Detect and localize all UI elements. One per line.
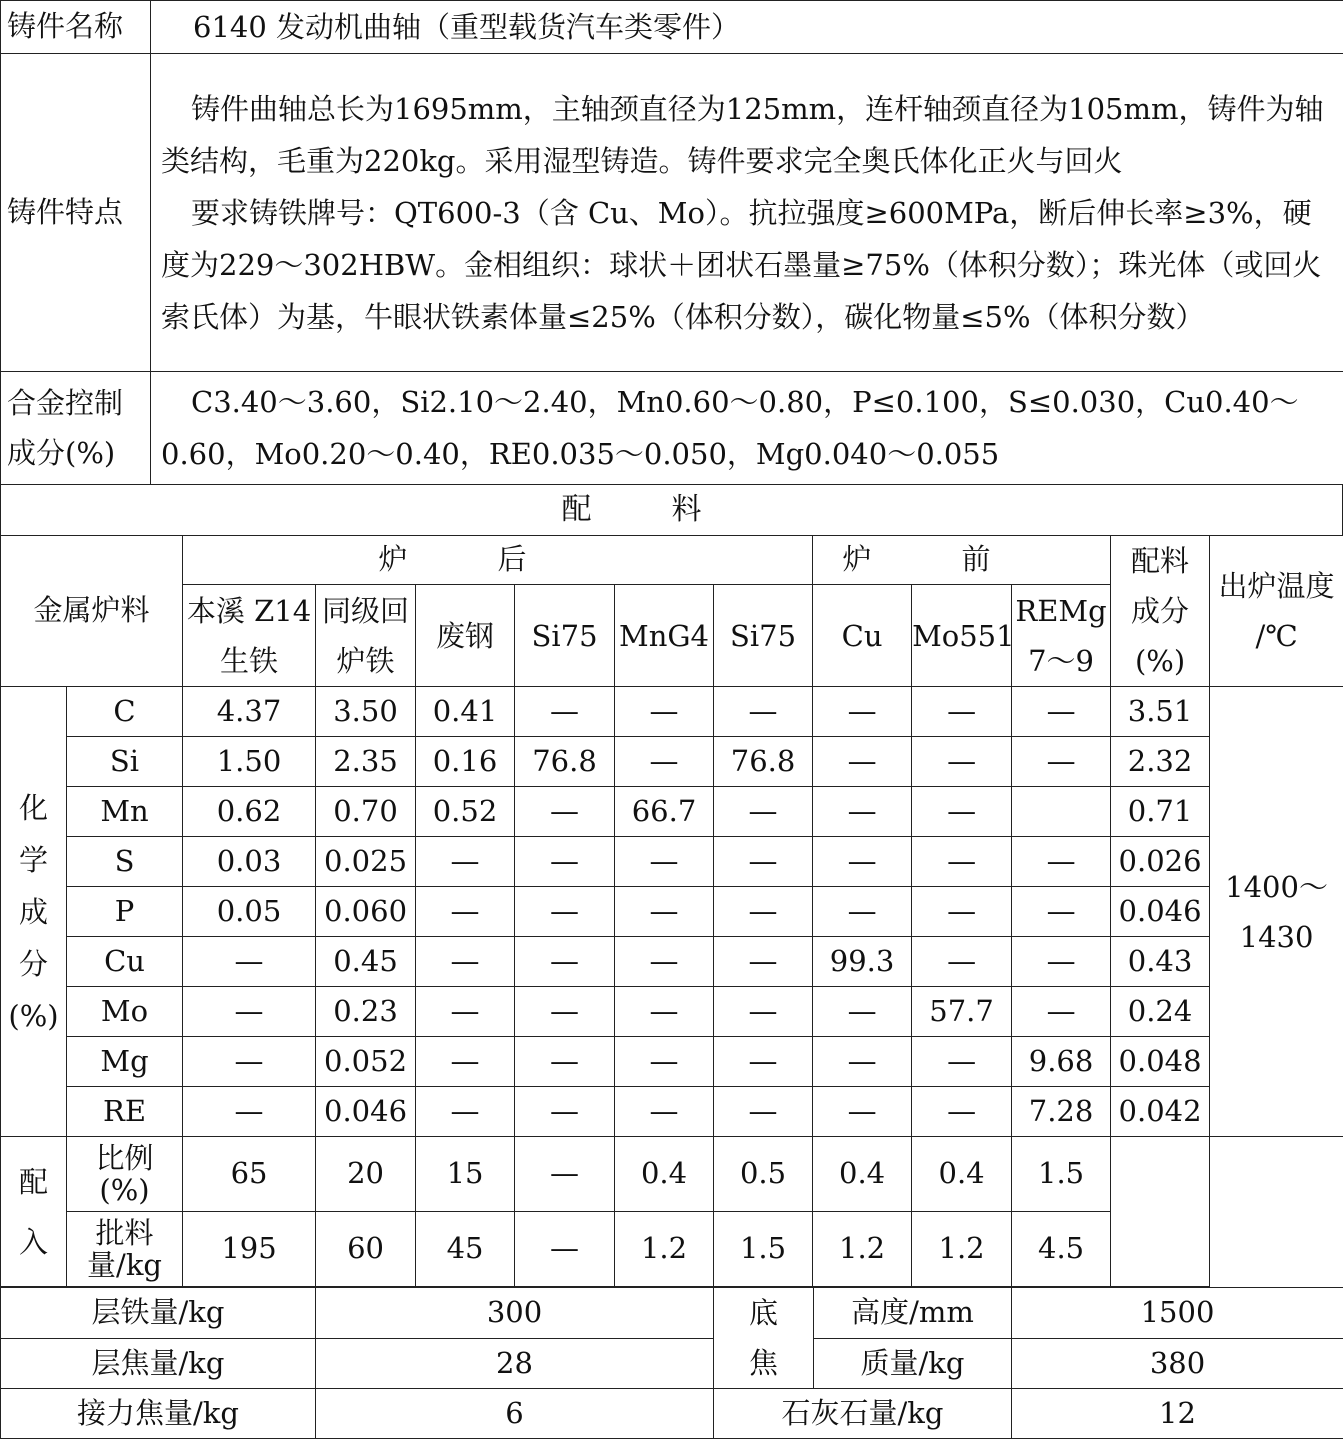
bed-height-value: 1500 <box>1012 1288 1343 1339</box>
composition-cell: — <box>1012 987 1111 1037</box>
cupola-params-table <box>0 1287 1343 1439</box>
composition-cell: — <box>912 837 1012 887</box>
mix-table <box>0 535 1343 1287</box>
composition-cell: 7.28 <box>1012 1087 1111 1137</box>
layer-coke-label: 层焦量/kg <box>1 1338 316 1389</box>
bed-height-label: 高度/mm <box>814 1288 1012 1339</box>
composition-cell: — <box>714 687 813 737</box>
element-label: C <box>67 687 183 737</box>
batch-cell: 1.2 <box>615 1212 714 1287</box>
ratio-cell: 0.4 <box>813 1137 912 1212</box>
feature-paragraph-1: 铸件曲轴总长为1695mm，主轴颈直径为125mm，连杆轴颈直径为105mm，铸件为轴类结构，毛重为220kg。采用湿型铸造。铸件要求完全奥氏体化正火与回火 <box>161 83 1331 187</box>
composition-cell: 3.50 <box>316 687 416 737</box>
composition-cell: — <box>714 987 813 1037</box>
ratio-cell: 15 <box>416 1137 515 1212</box>
composition-cell: — <box>1012 887 1111 937</box>
mix-composition-cell: 0.046 <box>1111 887 1210 937</box>
mix-composition-cell: 2.32 <box>1111 737 1210 787</box>
composition-cell: 76.8 <box>714 737 813 787</box>
composition-cell: — <box>912 787 1012 837</box>
composition-cell: — <box>416 887 515 937</box>
composition-cell: — <box>912 1087 1012 1137</box>
mix-composition-cell: 0.71 <box>1111 787 1210 837</box>
composition-cell: — <box>515 787 615 837</box>
composition-cell: — <box>515 887 615 937</box>
composition-cell: 0.052 <box>316 1037 416 1087</box>
composition-cell: — <box>1012 687 1111 737</box>
composition-cell: 0.046 <box>316 1087 416 1137</box>
composition-cell: 0.060 <box>316 887 416 937</box>
composition-cell: — <box>714 1087 813 1137</box>
before-furnace-header: 炉前 <box>813 536 1111 585</box>
bed-mass-label: 质量/kg <box>814 1338 1012 1389</box>
mix-composition-cell: 0.042 <box>1111 1087 1210 1137</box>
element-label: Si <box>67 737 183 787</box>
composition-cell: — <box>714 937 813 987</box>
tap-temperature-value: 1400～ 1430 <box>1210 687 1343 1137</box>
layer-iron-label: 层铁量/kg <box>1 1288 316 1339</box>
composition-cell: 0.16 <box>416 737 515 787</box>
ratio-cell: — <box>515 1137 615 1212</box>
tap-temperature-header: 出炉温度 /℃ <box>1210 536 1343 687</box>
composition-cell: — <box>912 1037 1012 1087</box>
composition-cell: — <box>615 1087 714 1137</box>
composition-cell: — <box>183 1087 316 1137</box>
composition-cell: — <box>1012 937 1111 987</box>
composition-cell: — <box>813 787 912 837</box>
composition-cell: 0.70 <box>316 787 416 837</box>
composition-cell: — <box>1012 837 1111 887</box>
composition-cell: — <box>912 737 1012 787</box>
relay-coke-value: 6 <box>316 1389 714 1439</box>
empty-cell <box>1111 1137 1210 1287</box>
limestone-value: 12 <box>1012 1389 1343 1439</box>
composition-cell: 0.025 <box>316 837 416 887</box>
composition-cell: — <box>813 1087 912 1137</box>
batch-cell: 4.5 <box>1012 1212 1111 1287</box>
element-label: Mn <box>67 787 183 837</box>
composition-cell: — <box>615 737 714 787</box>
composition-cell: — <box>515 837 615 887</box>
composition-cell: — <box>615 687 714 737</box>
material-header: Cu <box>813 585 912 687</box>
ratio-cell: 0.4 <box>912 1137 1012 1212</box>
material-header: 废钢 <box>416 585 515 687</box>
batch-cell: 45 <box>416 1212 515 1287</box>
element-label: S <box>67 837 183 887</box>
batch-cell: — <box>515 1212 615 1287</box>
relay-coke-label: 接力焦量/kg <box>1 1389 316 1439</box>
composition-cell: — <box>183 987 316 1037</box>
composition-cell: — <box>416 1087 515 1137</box>
material-header: Si75 <box>714 585 813 687</box>
material-header: MnG4 <box>615 585 714 687</box>
composition-cell: — <box>615 1037 714 1087</box>
composition-cell: — <box>416 837 515 887</box>
composition-cell: 4.37 <box>183 687 316 737</box>
ratio-cell: 20 <box>316 1137 416 1212</box>
composition-cell: — <box>183 937 316 987</box>
casting-name-value: 6140 发动机曲轴（重型载货汽车类零件） <box>151 1 1343 54</box>
mix-composition-cell: 0.026 <box>1111 837 1210 887</box>
mix-composition-cell: 0.43 <box>1111 937 1210 987</box>
element-label: Cu <box>67 937 183 987</box>
composition-cell: 9.68 <box>1012 1037 1111 1087</box>
material-header: Mo551 <box>912 585 1012 687</box>
ratio-cell: 0.4 <box>615 1137 714 1212</box>
batch-cell: 1.5 <box>714 1212 813 1287</box>
composition-cell: — <box>416 937 515 987</box>
composition-cell: 0.41 <box>416 687 515 737</box>
element-label: Mg <box>67 1037 183 1087</box>
mix-composition-cell: 3.51 <box>1111 687 1210 737</box>
composition-cell: — <box>615 837 714 887</box>
composition-cell: 0.03 <box>183 837 316 887</box>
feature-paragraph-2: 要求铸铁牌号：QT600-3（含 Cu、Mo）。抗拉强度≥600MPa，断后伸长率≥3%，硬度为229～302HBW。金相组织：球状＋团状石墨量≥75%（体积分数）；珠光体（或回火索氏体）为基，牛眼状铁素体量≤25%（体积分数），碳化物量≤5%（体积分数） <box>161 187 1331 343</box>
bed-coke-label: 底 焦 <box>714 1288 814 1389</box>
composition-cell: — <box>615 987 714 1037</box>
batch-cell: 1.2 <box>813 1212 912 1287</box>
element-label: RE <box>67 1087 183 1137</box>
ratio-cell: 65 <box>183 1137 316 1212</box>
material-header: REMg 7～9 <box>1012 585 1111 687</box>
composition-cell: — <box>515 1087 615 1137</box>
composition-cell: — <box>183 1037 316 1087</box>
composition-cell: 1.50 <box>183 737 316 787</box>
composition-cell: 0.62 <box>183 787 316 837</box>
composition-cell <box>1012 787 1111 837</box>
after-furnace-header: 炉后 <box>183 536 813 585</box>
element-label: Mo <box>67 987 183 1037</box>
casting-feature-label: 铸件特点 <box>1 54 151 372</box>
composition-cell: — <box>416 1037 515 1087</box>
composition-cell: — <box>813 687 912 737</box>
composition-cell: — <box>813 837 912 887</box>
layer-iron-value: 300 <box>316 1288 714 1339</box>
element-label: P <box>67 887 183 937</box>
ratio-label: 比例 (%) <box>67 1137 183 1212</box>
composition-cell: — <box>714 787 813 837</box>
chem-composition-label: 化 学 成 分 (%) <box>1 687 67 1137</box>
composition-cell: — <box>912 887 1012 937</box>
ratio-cell: 0.5 <box>714 1137 813 1212</box>
casting-name-label: 铸件名称 <box>1 1 151 54</box>
mix-composition-header: 配料 成分 (%) <box>1111 536 1210 687</box>
composition-cell: — <box>813 1037 912 1087</box>
composition-cell: — <box>813 987 912 1037</box>
ratio-cell: 1.5 <box>1012 1137 1111 1212</box>
composition-cell: — <box>615 937 714 987</box>
composition-cell: 0.45 <box>316 937 416 987</box>
composition-cell: — <box>912 687 1012 737</box>
batch-cell: 1.2 <box>912 1212 1012 1287</box>
composition-cell: 76.8 <box>515 737 615 787</box>
composition-cell: — <box>714 837 813 887</box>
material-header: 同级回 炉铁 <box>316 585 416 687</box>
batch-cell: 195 <box>183 1212 316 1287</box>
composition-cell: — <box>813 887 912 937</box>
composition-cell: — <box>615 887 714 937</box>
composition-cell: — <box>515 1037 615 1087</box>
limestone-label: 石灰石量/kg <box>714 1389 1012 1439</box>
casting-info-table <box>0 0 1343 485</box>
composition-cell: 99.3 <box>813 937 912 987</box>
composition-cell: — <box>1012 737 1111 787</box>
composition-cell: 57.7 <box>912 987 1012 1037</box>
composition-cell: — <box>515 687 615 737</box>
casting-feature-value <box>151 54 1343 372</box>
composition-cell: 2.35 <box>316 737 416 787</box>
charge-label: 配 入 <box>1 1137 67 1287</box>
material-header: 本溪 Z14 生铁 <box>183 585 316 687</box>
composition-cell: — <box>813 737 912 787</box>
alloy-control-label: 合金控制 成分(%) <box>1 372 151 485</box>
bed-mass-value: 380 <box>1012 1338 1343 1389</box>
alloy-control-value: C3.40～3.60，Si2.10～2.40，Mn0.60～0.80，P≤0.100，S≤0.030，Cu0.40～0.60，Mo0.20～0.40，RE0.035～0.050，Mg0.040～0.055 <box>151 372 1343 485</box>
composition-cell: — <box>714 1037 813 1087</box>
composition-cell: — <box>714 887 813 937</box>
metal-charge-header: 金属炉料 <box>1 536 183 687</box>
composition-cell: — <box>416 987 515 1037</box>
section-title: 配料 <box>0 485 1343 535</box>
composition-cell: — <box>912 937 1012 987</box>
layer-coke-value: 28 <box>316 1338 714 1389</box>
composition-cell: — <box>515 987 615 1037</box>
composition-cell: — <box>515 937 615 987</box>
composition-cell: 0.05 <box>183 887 316 937</box>
mix-composition-cell: 0.048 <box>1111 1037 1210 1087</box>
batch-label: 批料 量/kg <box>67 1212 183 1287</box>
composition-cell: 0.23 <box>316 987 416 1037</box>
batch-cell: 60 <box>316 1212 416 1287</box>
material-header: Si75 <box>515 585 615 687</box>
composition-cell: 66.7 <box>615 787 714 837</box>
mix-composition-cell: 0.24 <box>1111 987 1210 1037</box>
composition-cell: 0.52 <box>416 787 515 837</box>
